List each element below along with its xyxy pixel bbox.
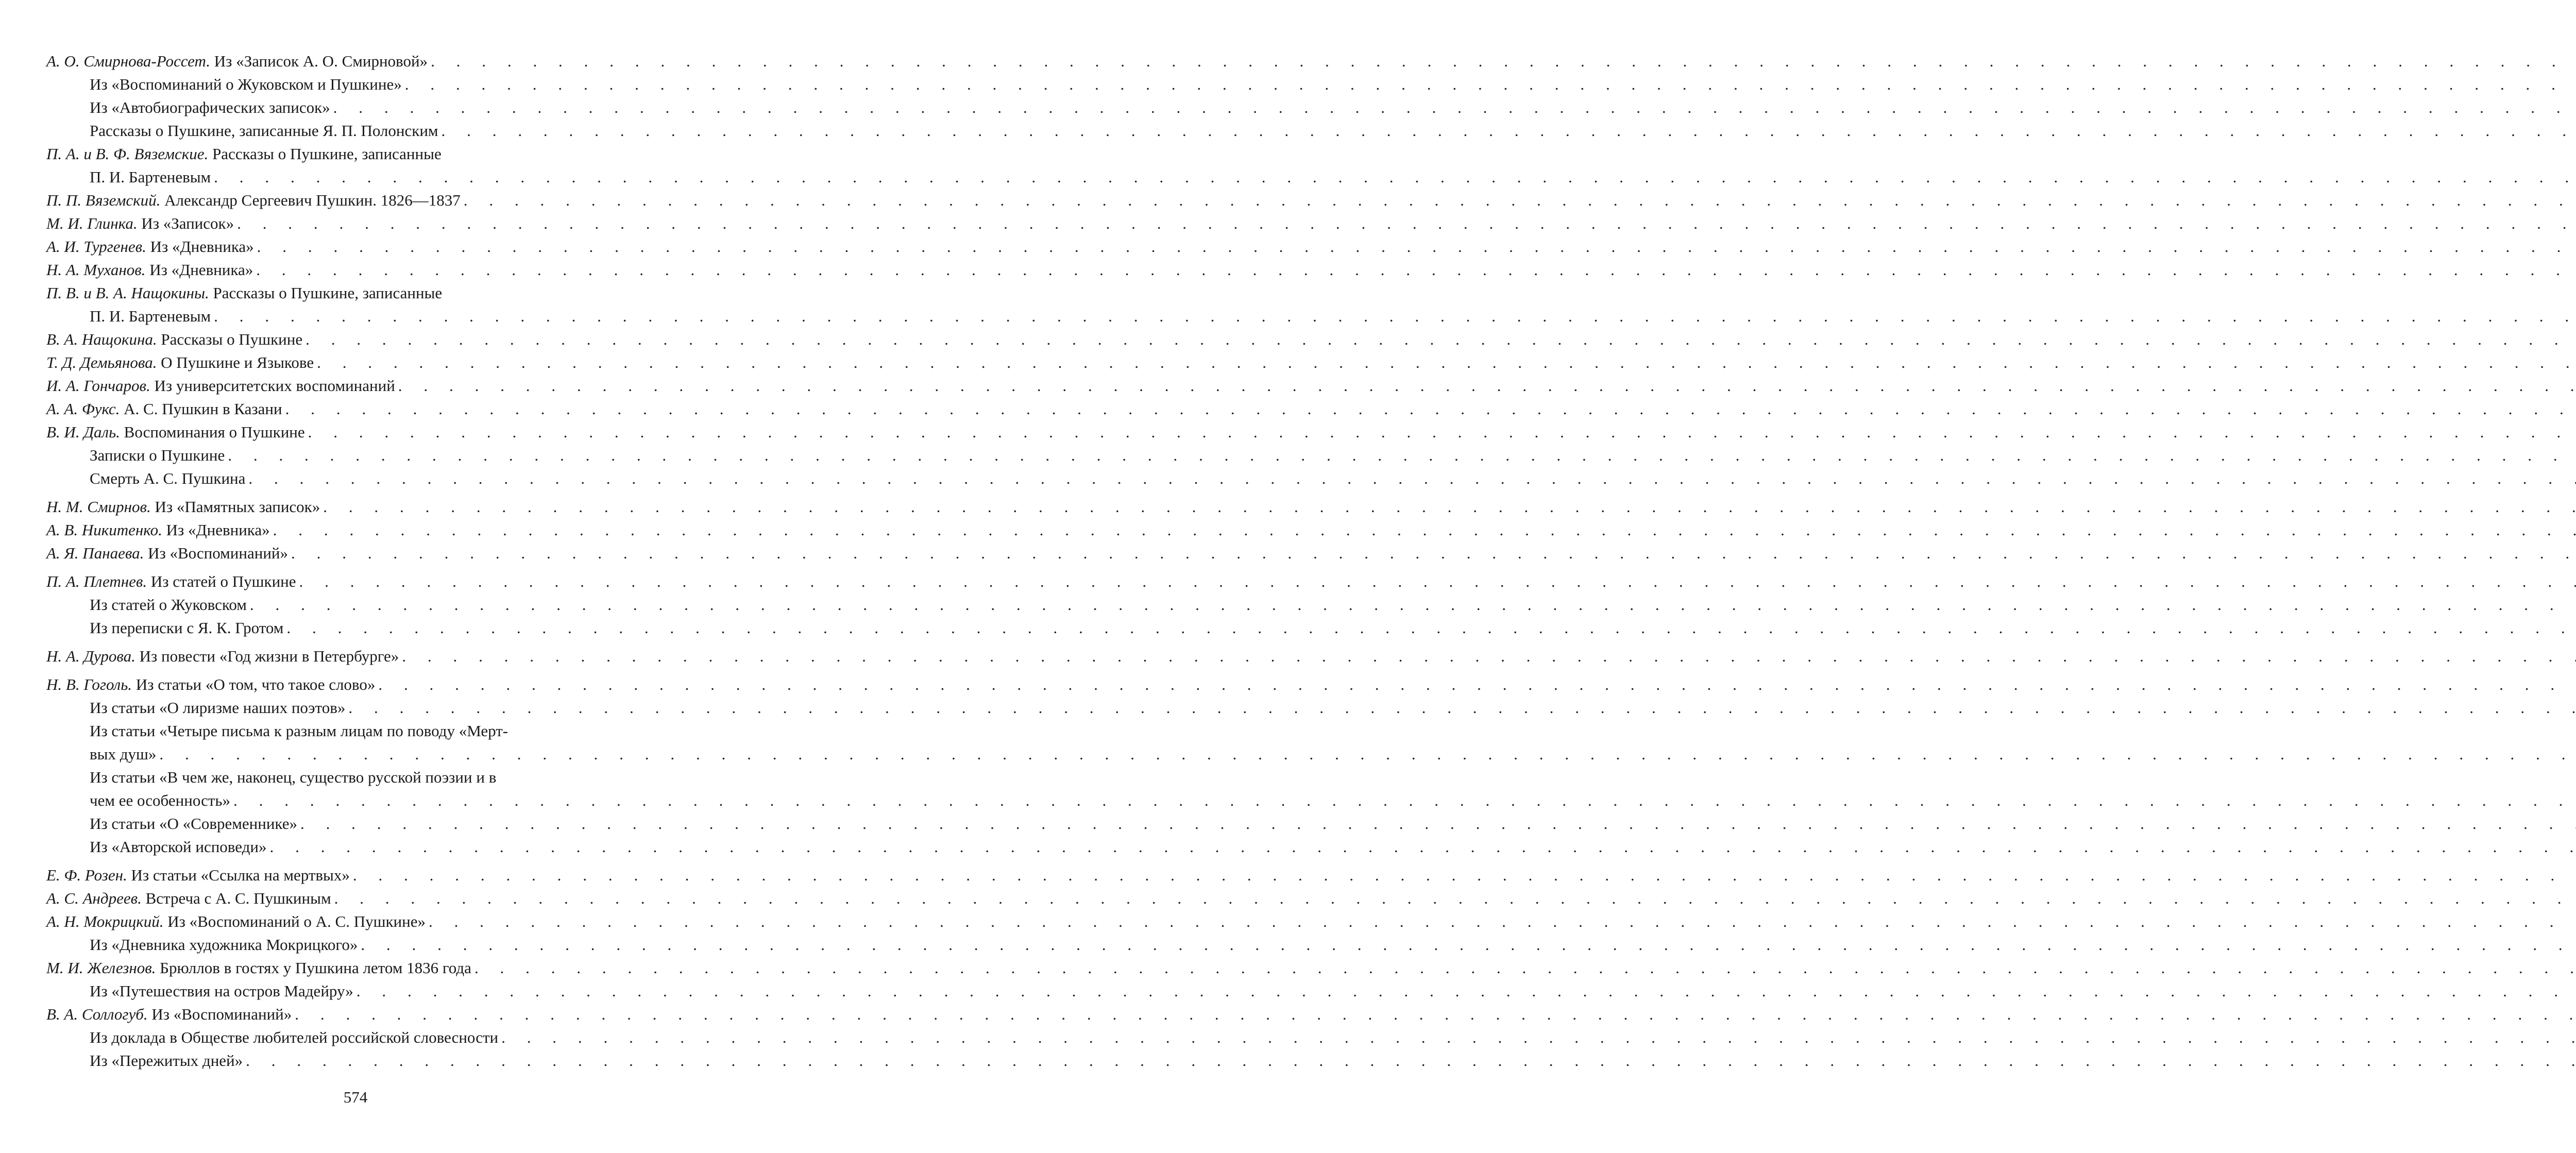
toc-entry-line (46, 766, 663, 789)
toc-entry (46, 189, 663, 212)
toc-entry (46, 235, 663, 258)
toc-entry-line (46, 495, 663, 518)
dot-leader (317, 351, 2576, 374)
dot-leader (378, 673, 2576, 696)
toc-entry-line (46, 910, 663, 933)
toc-entry-author: Н. М. Смирнов. (46, 498, 151, 516)
toc-entry-line (46, 328, 663, 351)
dot-leader (269, 835, 2576, 858)
toc-entry-text (46, 863, 350, 887)
toc-entry-title: Из «Записок» (141, 214, 234, 232)
toc-entry-author: А. В. Никитенко. (46, 521, 162, 539)
toc-entry-text (90, 766, 496, 789)
dot-leader (334, 887, 2576, 910)
toc-entry-line (46, 933, 663, 956)
toc-entry-text (46, 495, 320, 518)
dot-leader (464, 189, 2576, 212)
toc-entry-author: А. Я. Панаева. (46, 544, 144, 562)
toc-entry-title: Из «Путешествия на остров Мадейру» (90, 982, 353, 1000)
toc-entry-text (90, 979, 353, 1003)
dot-leader (233, 789, 2576, 812)
toc-entry-author: Н. В. Гоголь. (46, 675, 132, 693)
toc-entry-title: Смерть А. С. Пушкина (90, 469, 246, 487)
toc-entry-author: М. И. Глинка. (46, 214, 138, 232)
toc-entry-line (46, 351, 663, 374)
toc-entry-line (46, 467, 663, 490)
toc-entry-text (46, 235, 254, 258)
toc-entry-text (46, 910, 426, 933)
dot-leader (300, 812, 2576, 835)
toc-entry-line (46, 645, 663, 668)
toc-entry-line (46, 49, 663, 73)
toc-entry-text (46, 212, 234, 235)
toc-entry-continuation: вых душ» (90, 745, 157, 763)
toc-entry (46, 910, 663, 933)
toc-entry (46, 73, 663, 96)
toc-entry (46, 1049, 663, 1072)
toc-entry-title: Рассказы о Пушкине (161, 330, 303, 348)
toc-entry-continuation: чем ее особенность» (90, 791, 231, 809)
dot-leader (361, 933, 2576, 956)
toc-entry-title: Из «Воспоминаний» (148, 544, 289, 562)
toc-entry-title: А. С. Пушкин в Казани (124, 400, 282, 418)
toc-entry-line (46, 420, 663, 444)
toc-entry (46, 593, 663, 616)
toc-entry-text (46, 1003, 292, 1026)
toc-entry-line (46, 863, 663, 887)
toc-entry (46, 328, 663, 351)
toc-entry (46, 645, 663, 668)
toc-entry-title: Брюллов в гостях у Пушкина летом 1836 года (160, 959, 471, 977)
toc-entry-title: Из «Воспоминаний о Жуковском и Пушкине» (90, 75, 402, 93)
toc-entry-line (46, 189, 663, 212)
dot-leader (308, 420, 2576, 444)
toc-entry-line (46, 616, 663, 639)
toc-entry-title: Из «Воспоминаний» (151, 1005, 292, 1023)
toc-entry (46, 281, 663, 328)
toc-entry-title: Из «Памятных записок» (155, 498, 320, 516)
toc-entry-text (90, 1026, 498, 1049)
table-of-contents (46, 49, 663, 1072)
toc-entry-title: Рассказы о Пушкине, записанные (212, 145, 442, 163)
toc-entry-author: А. А. Фукс. (46, 400, 120, 418)
toc-entry-line (46, 1003, 663, 1026)
toc-entry (46, 719, 663, 766)
toc-entry-line (46, 397, 663, 420)
toc-entry-text (46, 49, 428, 73)
toc-entry-title: Из статьи «О «Современнике» (90, 815, 297, 833)
toc-entry-line (46, 593, 663, 616)
toc-entry (46, 96, 663, 119)
toc-entry-line (46, 979, 663, 1003)
toc-entry-text (90, 812, 297, 835)
toc-entry-text (46, 645, 399, 668)
toc-entry-title: Рассказы о Пушкине, записанные Я. П. Полонским (90, 122, 438, 140)
toc-entry-author: А. Н. Мокрицкий. (46, 912, 164, 930)
toc-entry-title: Из «Пережитых дней» (90, 1052, 243, 1070)
toc-entry-title: Из «Автобиографических записок» (90, 98, 330, 116)
toc-entry-text (90, 616, 283, 639)
toc-entry (46, 495, 663, 518)
toc-entry-author: П. В. и В. А. Нащокины. (46, 284, 209, 302)
toc-entry-title: Из «Дневника» (149, 261, 253, 279)
toc-entry-text (90, 719, 508, 742)
dot-leader (273, 518, 2576, 541)
toc-entry-line (46, 165, 663, 189)
toc-entry-line (46, 812, 663, 835)
toc-entry-line (46, 570, 663, 593)
dot-leader (474, 956, 2576, 979)
toc-entry-title: Из «Воспоминаний о А. С. Пушкине» (167, 912, 426, 930)
toc-entry-text (90, 835, 266, 858)
toc-entry-title: Из «Записок А. О. Смирновой» (214, 52, 428, 70)
toc-entry-title: О Пушкине и Языкове (161, 353, 314, 371)
dot-leader (257, 235, 2576, 258)
toc-entry-text (46, 142, 442, 165)
toc-entry (46, 863, 663, 887)
dot-leader (286, 616, 2576, 639)
dot-leader (246, 1049, 2576, 1072)
toc-entry-continuation: П. И. Бартеневым (90, 307, 211, 325)
toc-entry-title: Из статьи «О лиризме наших поэтов» (90, 699, 346, 717)
toc-entry-title: Из «Дневника художника Мокрицкого» (90, 936, 358, 954)
toc-entry-title: Встреча с А. С. Пушкиным (145, 889, 331, 907)
toc-entry-line (46, 518, 663, 541)
toc-entry-line (46, 444, 663, 467)
dot-leader (333, 96, 2576, 119)
toc-entry-text (46, 420, 305, 444)
dot-leader (353, 863, 2576, 887)
toc-entry-title: Из статьи «Четыре письма к разным лицам по поводу «Мерт- (90, 722, 509, 740)
toc-entry-author: А. И. Тургенев. (46, 238, 146, 256)
dot-leader (501, 1026, 2576, 1049)
toc-entry-line (46, 281, 663, 304)
toc-entry-title: Из статьи «О том, что такое слово» (135, 675, 376, 693)
toc-entry-title: Из «Дневника» (150, 238, 254, 256)
dot-leader (306, 328, 2576, 351)
dot-leader (295, 1003, 2576, 1026)
toc-entry-text (46, 351, 314, 374)
dot-leader (429, 910, 2576, 933)
dot-leader (299, 570, 2576, 593)
page-number: 574 (343, 1088, 368, 1106)
toc-entry-author: П. П. Вяземский. (46, 191, 161, 209)
toc-entry-line (46, 142, 663, 165)
toc-entry-text (90, 73, 402, 96)
toc-entry (46, 933, 663, 956)
toc-entry-text (46, 374, 395, 397)
toc-entry-line (46, 258, 663, 281)
toc-entry-line (46, 835, 663, 858)
toc-entry-text (46, 570, 296, 593)
toc-entry (46, 444, 663, 467)
dot-leader (291, 541, 2576, 565)
dot-leader (237, 212, 2576, 235)
toc-entry (46, 979, 663, 1003)
toc-entry (46, 835, 663, 858)
toc-entry-line (46, 119, 663, 142)
dot-leader (159, 742, 2576, 766)
toc-entry-line (46, 673, 663, 696)
dot-leader (398, 374, 2576, 397)
toc-entry-line (46, 541, 663, 565)
toc-entry-text (46, 518, 270, 541)
toc-entry (46, 812, 663, 835)
toc-entry-title: Воспоминания о Пушкине (124, 423, 305, 441)
toc-entry-title: Из статьи «Ссылка на мертвых» (131, 866, 350, 884)
toc-entry (46, 541, 663, 565)
toc-entry (46, 212, 663, 235)
toc-entry-text (46, 956, 471, 979)
toc-entry-text (46, 281, 442, 304)
dot-leader (256, 258, 2576, 281)
toc-entry-author: П. А. и В. Ф. Вяземские. (46, 145, 209, 163)
dot-leader (442, 119, 2576, 142)
toc-entry-line (46, 1026, 663, 1049)
toc-entry-line (46, 73, 663, 96)
toc-entry (46, 467, 663, 490)
toc-entry (46, 766, 663, 812)
dot-leader (248, 467, 2576, 490)
toc-entry-line (46, 96, 663, 119)
dot-leader (250, 593, 2576, 616)
toc-entry-line (46, 719, 663, 742)
toc-entry (46, 570, 663, 593)
toc-entry-continuation: П. И. Бартеневым (90, 168, 211, 186)
toc-entry-title: Записки о Пушкине (90, 446, 225, 464)
toc-entry-text (46, 328, 302, 351)
dot-leader (323, 495, 2576, 518)
toc-entry-title: Из статей о Жуковском (90, 596, 247, 614)
toc-entry-author: В. А. Соллогуб. (46, 1005, 148, 1023)
toc-entry-title: Рассказы о Пушкине, записанные (213, 284, 443, 302)
toc-entry (46, 616, 663, 639)
toc-entry-line (46, 1049, 663, 1072)
toc-entry (46, 673, 663, 696)
toc-entry-author: Е. Ф. Розен. (46, 866, 127, 884)
document-page (0, 0, 711, 1153)
toc-entry-title: Из переписки с Я. К. Гротом (90, 619, 284, 637)
toc-entry-title: Из «Авторской исповеди» (90, 838, 267, 856)
dot-leader (431, 49, 2576, 73)
toc-entry-line (46, 789, 663, 812)
toc-entry (46, 1003, 663, 1026)
toc-entry-text (46, 887, 331, 910)
toc-entry (46, 420, 663, 444)
toc-entry (46, 397, 663, 420)
toc-entry (46, 518, 663, 541)
toc-entry-title: Из «Дневника» (166, 521, 270, 539)
dot-leader (405, 73, 2576, 96)
toc-entry (46, 258, 663, 281)
dot-leader (348, 696, 2576, 719)
toc-entry-title: Из повести «Год жизни в Петербурге» (139, 647, 399, 665)
toc-entry-line (46, 212, 663, 235)
toc-entry (46, 696, 663, 719)
toc-entry-text (90, 467, 245, 490)
toc-entry-author: И. А. Гончаров. (46, 377, 150, 395)
toc-entry-text (46, 673, 375, 696)
toc-entry-text (46, 189, 461, 212)
toc-entry-line (46, 304, 663, 328)
dot-leader (214, 165, 2576, 189)
toc-entry-author: М. И. Железнов. (46, 959, 156, 977)
toc-entry-author: В. А. Нащокина. (46, 330, 157, 348)
dot-leader (285, 397, 2576, 420)
toc-entry-author: П. А. Плетнев. (46, 572, 147, 590)
toc-entry-author: Н. А. Дурова. (46, 647, 135, 665)
toc-entry-text (90, 119, 438, 142)
toc-entry-text (46, 541, 288, 565)
dot-leader (228, 444, 2576, 467)
toc-entry-title: Из университетских воспоминаний (154, 377, 395, 395)
toc-entry (46, 956, 663, 979)
toc-entry (46, 887, 663, 910)
toc-entry-text (90, 696, 345, 719)
toc-entry-text (90, 933, 358, 956)
toc-entry (46, 142, 663, 189)
dot-leader (402, 645, 2576, 668)
toc-entry-author: Т. Д. Демьянова. (46, 353, 157, 371)
toc-entry (46, 49, 663, 73)
toc-entry-author: Н. А. Муханов. (46, 261, 146, 279)
toc-entry-text (90, 593, 247, 616)
toc-entry-text (46, 397, 282, 420)
dot-leader (214, 304, 2576, 328)
toc-entry-line (46, 235, 663, 258)
toc-entry-title: Александр Сергеевич Пушкин. 1826—1837 (164, 191, 461, 209)
toc-entry-title: Из статьи «В чем же, наконец, существо русской поэзии и в (90, 768, 497, 786)
toc-entry-line (46, 742, 663, 766)
toc-entry-author: В. И. Даль. (46, 423, 120, 441)
toc-entry-line (46, 956, 663, 979)
toc-entry-text (90, 444, 225, 467)
toc-entry-text (90, 1049, 243, 1072)
toc-entry (46, 119, 663, 142)
toc-entry-line (46, 696, 663, 719)
toc-entry-author: А. С. Андреев. (46, 889, 142, 907)
toc-entry (46, 374, 663, 397)
toc-entry-text (90, 96, 330, 119)
dot-leader (357, 979, 2576, 1003)
toc-entry-author: А. О. Смирнова-Россет. (46, 52, 211, 70)
toc-entry-line (46, 887, 663, 910)
toc-entry-title: Из доклада в Обществе любителей российской словесности (90, 1028, 499, 1046)
toc-entry-text (46, 258, 253, 281)
toc-entry (46, 1026, 663, 1049)
toc-entry-line (46, 374, 663, 397)
toc-entry-title: Из статей о Пушкине (150, 572, 296, 590)
toc-entry (46, 351, 663, 374)
